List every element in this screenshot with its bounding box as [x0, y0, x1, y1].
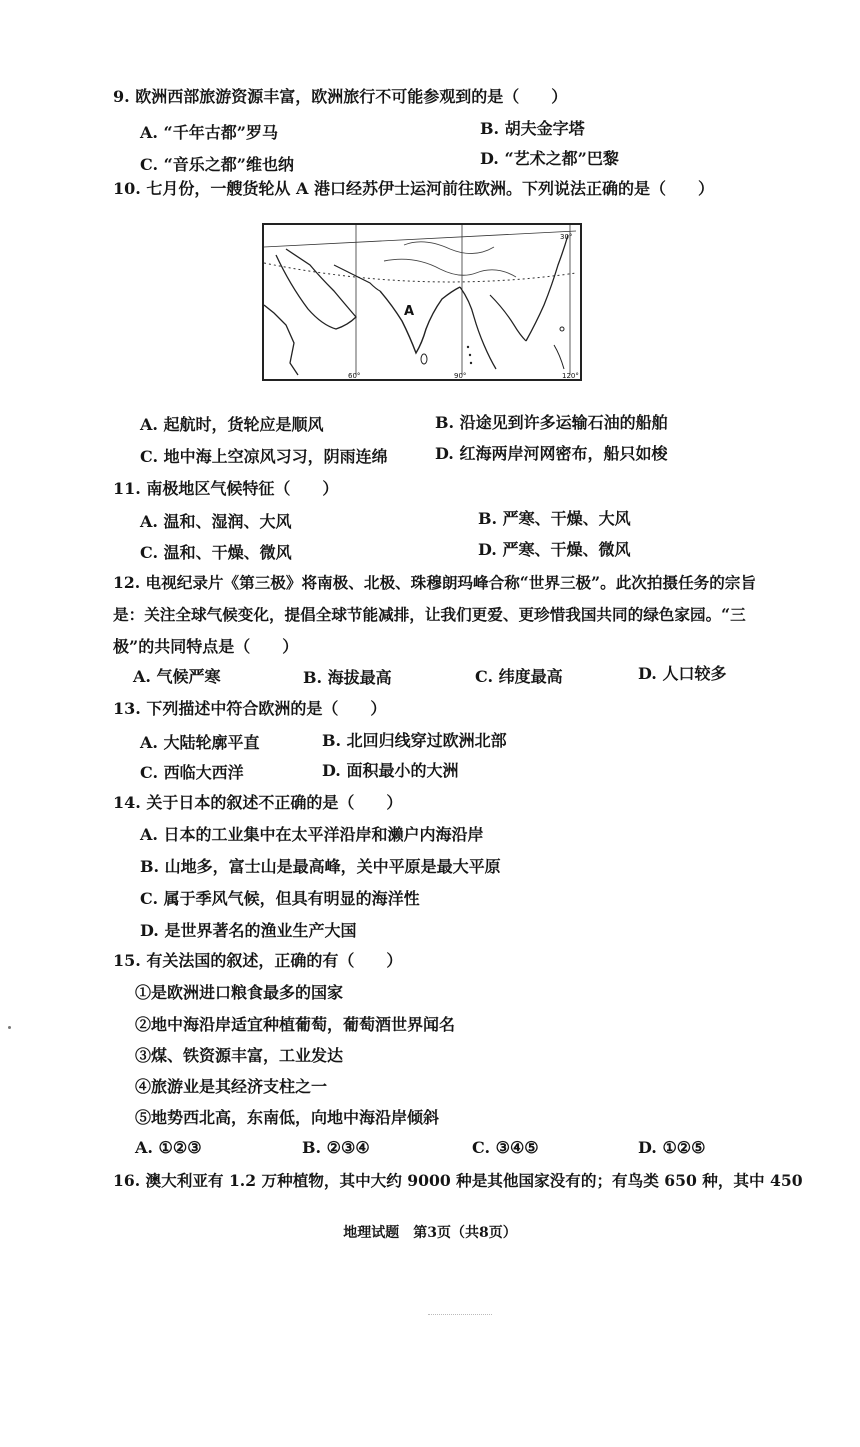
q9-option-d: D. “艺术之都”巴黎 — [480, 149, 619, 168]
island-taiwan — [560, 327, 564, 331]
q11-option-a: A. 温和、湿润、大风 — [140, 512, 292, 531]
q15-statement-4: ④旅游业是其经济支柱之一 — [135, 1077, 328, 1096]
q10-stem: 10. 七月份，一艘货轮从 A 港口经苏伊士运河前往欧洲。下列说法正确的是（ ） — [113, 179, 714, 198]
q14-option-c: C. 属于季风气候，但具有明显的海洋性 — [140, 889, 420, 908]
q9-option-c: C. “音乐之都”维也纳 — [140, 155, 295, 174]
scan-dot — [8, 1026, 11, 1029]
q13-option-b: B. 北回归线穿过欧洲北部 — [322, 731, 507, 750]
q10-option-b: B. 沿途见到许多运输石油的船舶 — [435, 413, 668, 432]
q15-statement-1: ①是欧洲进口粮食最多的国家 — [135, 983, 344, 1002]
inland-border-2 — [404, 242, 494, 254]
q12-option-a: A. 气候严寒 — [133, 667, 221, 686]
map-label-60: 60° — [348, 372, 361, 379]
q11-option-b: B. 严寒、干燥、大风 — [478, 509, 631, 528]
q12-stem-line1: 12. 电视纪录片《第三极》将南极、北极、珠穆朗玛峰合称“世界三极”。此次拍摄任务的宗旨 — [113, 573, 757, 592]
indochina-coast — [460, 287, 496, 369]
q10-option-a: A. 起航时，货轮应是顺风 — [140, 415, 324, 434]
asia-map-figure — [264, 225, 580, 379]
q12-stem-line2: 是：关注全球气候变化，提倡全球节能减排，让我们更爱、更珍惜我国共同的绿色家园。“三 — [113, 605, 746, 624]
map-label-90: 90° — [454, 372, 467, 379]
islands-dot-2 — [469, 354, 471, 356]
parallel-upper — [264, 231, 576, 247]
q13-option-a: A. 大陆轮廓平直 — [140, 733, 260, 752]
q15-statement-5: ⑤地势西北高，东南低，向地中海沿岸倾斜 — [135, 1108, 440, 1127]
q11-option-c: C. 温和、干燥、微风 — [140, 543, 292, 562]
arabian-peninsula — [276, 249, 356, 329]
q15-option-b: B. ②③④ — [302, 1138, 370, 1157]
q14-option-a: A. 日本的工业集中在太平洋沿岸和濑户内海沿岸 — [140, 825, 484, 844]
china-coast — [526, 235, 568, 341]
q15-option-a: A. ①②③ — [135, 1138, 202, 1157]
q15-option-c: C. ③④⑤ — [472, 1138, 539, 1157]
q13-stem: 13. 下列描述中符合欧洲的是（ ） — [113, 699, 387, 718]
q12-stem-line3: 极”的共同特点是（ ） — [113, 637, 299, 656]
q15-statement-3: ③煤、铁资源丰富，工业发达 — [135, 1046, 344, 1065]
page-footer: 地理试题 第3页（共8页） — [343, 1225, 517, 1241]
map-label-a: A — [404, 304, 415, 319]
q15-stem: 15. 有关法国的叙述，正确的有（ ） — [113, 951, 403, 970]
africa-coast — [264, 305, 298, 375]
map-label-120: 120° — [562, 372, 579, 379]
q9-stem: 9. 欧洲西部旅游资源丰富，欧洲旅行不可能参观到的是（ ） — [113, 87, 568, 106]
q10-map — [262, 223, 582, 381]
q13-option-d: D. 面积最小的大洲 — [322, 761, 459, 780]
sri-lanka — [421, 354, 427, 364]
q9-option-b: B. 胡夫金字塔 — [480, 119, 585, 138]
q15-statement-2: ②地中海沿岸适宜种植葡萄，葡萄酒世界闻名 — [135, 1015, 456, 1034]
q14-stem: 14. 关于日本的叙述不正确的是（ ） — [113, 793, 403, 812]
persian-coast — [334, 265, 380, 291]
inland-border — [384, 259, 516, 277]
india-coast — [380, 287, 460, 353]
philippines — [554, 345, 564, 369]
southeast-coast — [490, 295, 526, 341]
q15-option-d: D. ①②⑤ — [638, 1138, 706, 1157]
q12-option-c: C. 纬度最高 — [475, 667, 563, 686]
q16-stem: 16. 澳大利亚有 1.2 万种植物，其中大约 9000 种是其他国家没有的；有鸟类 650 种，其中 450 — [113, 1171, 803, 1190]
q14-option-b: B. 山地多，富士山是最高峰，关中平原是最大平原 — [140, 857, 501, 876]
q14-option-d: D. 是世界著名的渔业生产大国 — [140, 921, 357, 940]
q9-option-a: A. “千年古都”罗马 — [140, 123, 278, 142]
islands-dot-3 — [470, 362, 472, 364]
islands-dot-1 — [467, 346, 469, 348]
q10-option-c: C. 地中海上空凉风习习，阴雨连绵 — [140, 447, 388, 466]
scan-smudge — [428, 1314, 492, 1319]
q13-option-c: C. 西临大西洋 — [140, 763, 244, 782]
q11-option-d: D. 严寒、干燥、微风 — [478, 540, 631, 559]
q12-option-d: D. 人口较多 — [638, 664, 727, 683]
q11-stem: 11. 南极地区气候特征（ ） — [113, 479, 339, 498]
q10-option-d: D. 红海两岸河网密布，船只如梭 — [435, 444, 668, 463]
map-label-30: 30° — [560, 233, 573, 241]
q12-option-b: B. 海拔最高 — [303, 668, 392, 687]
